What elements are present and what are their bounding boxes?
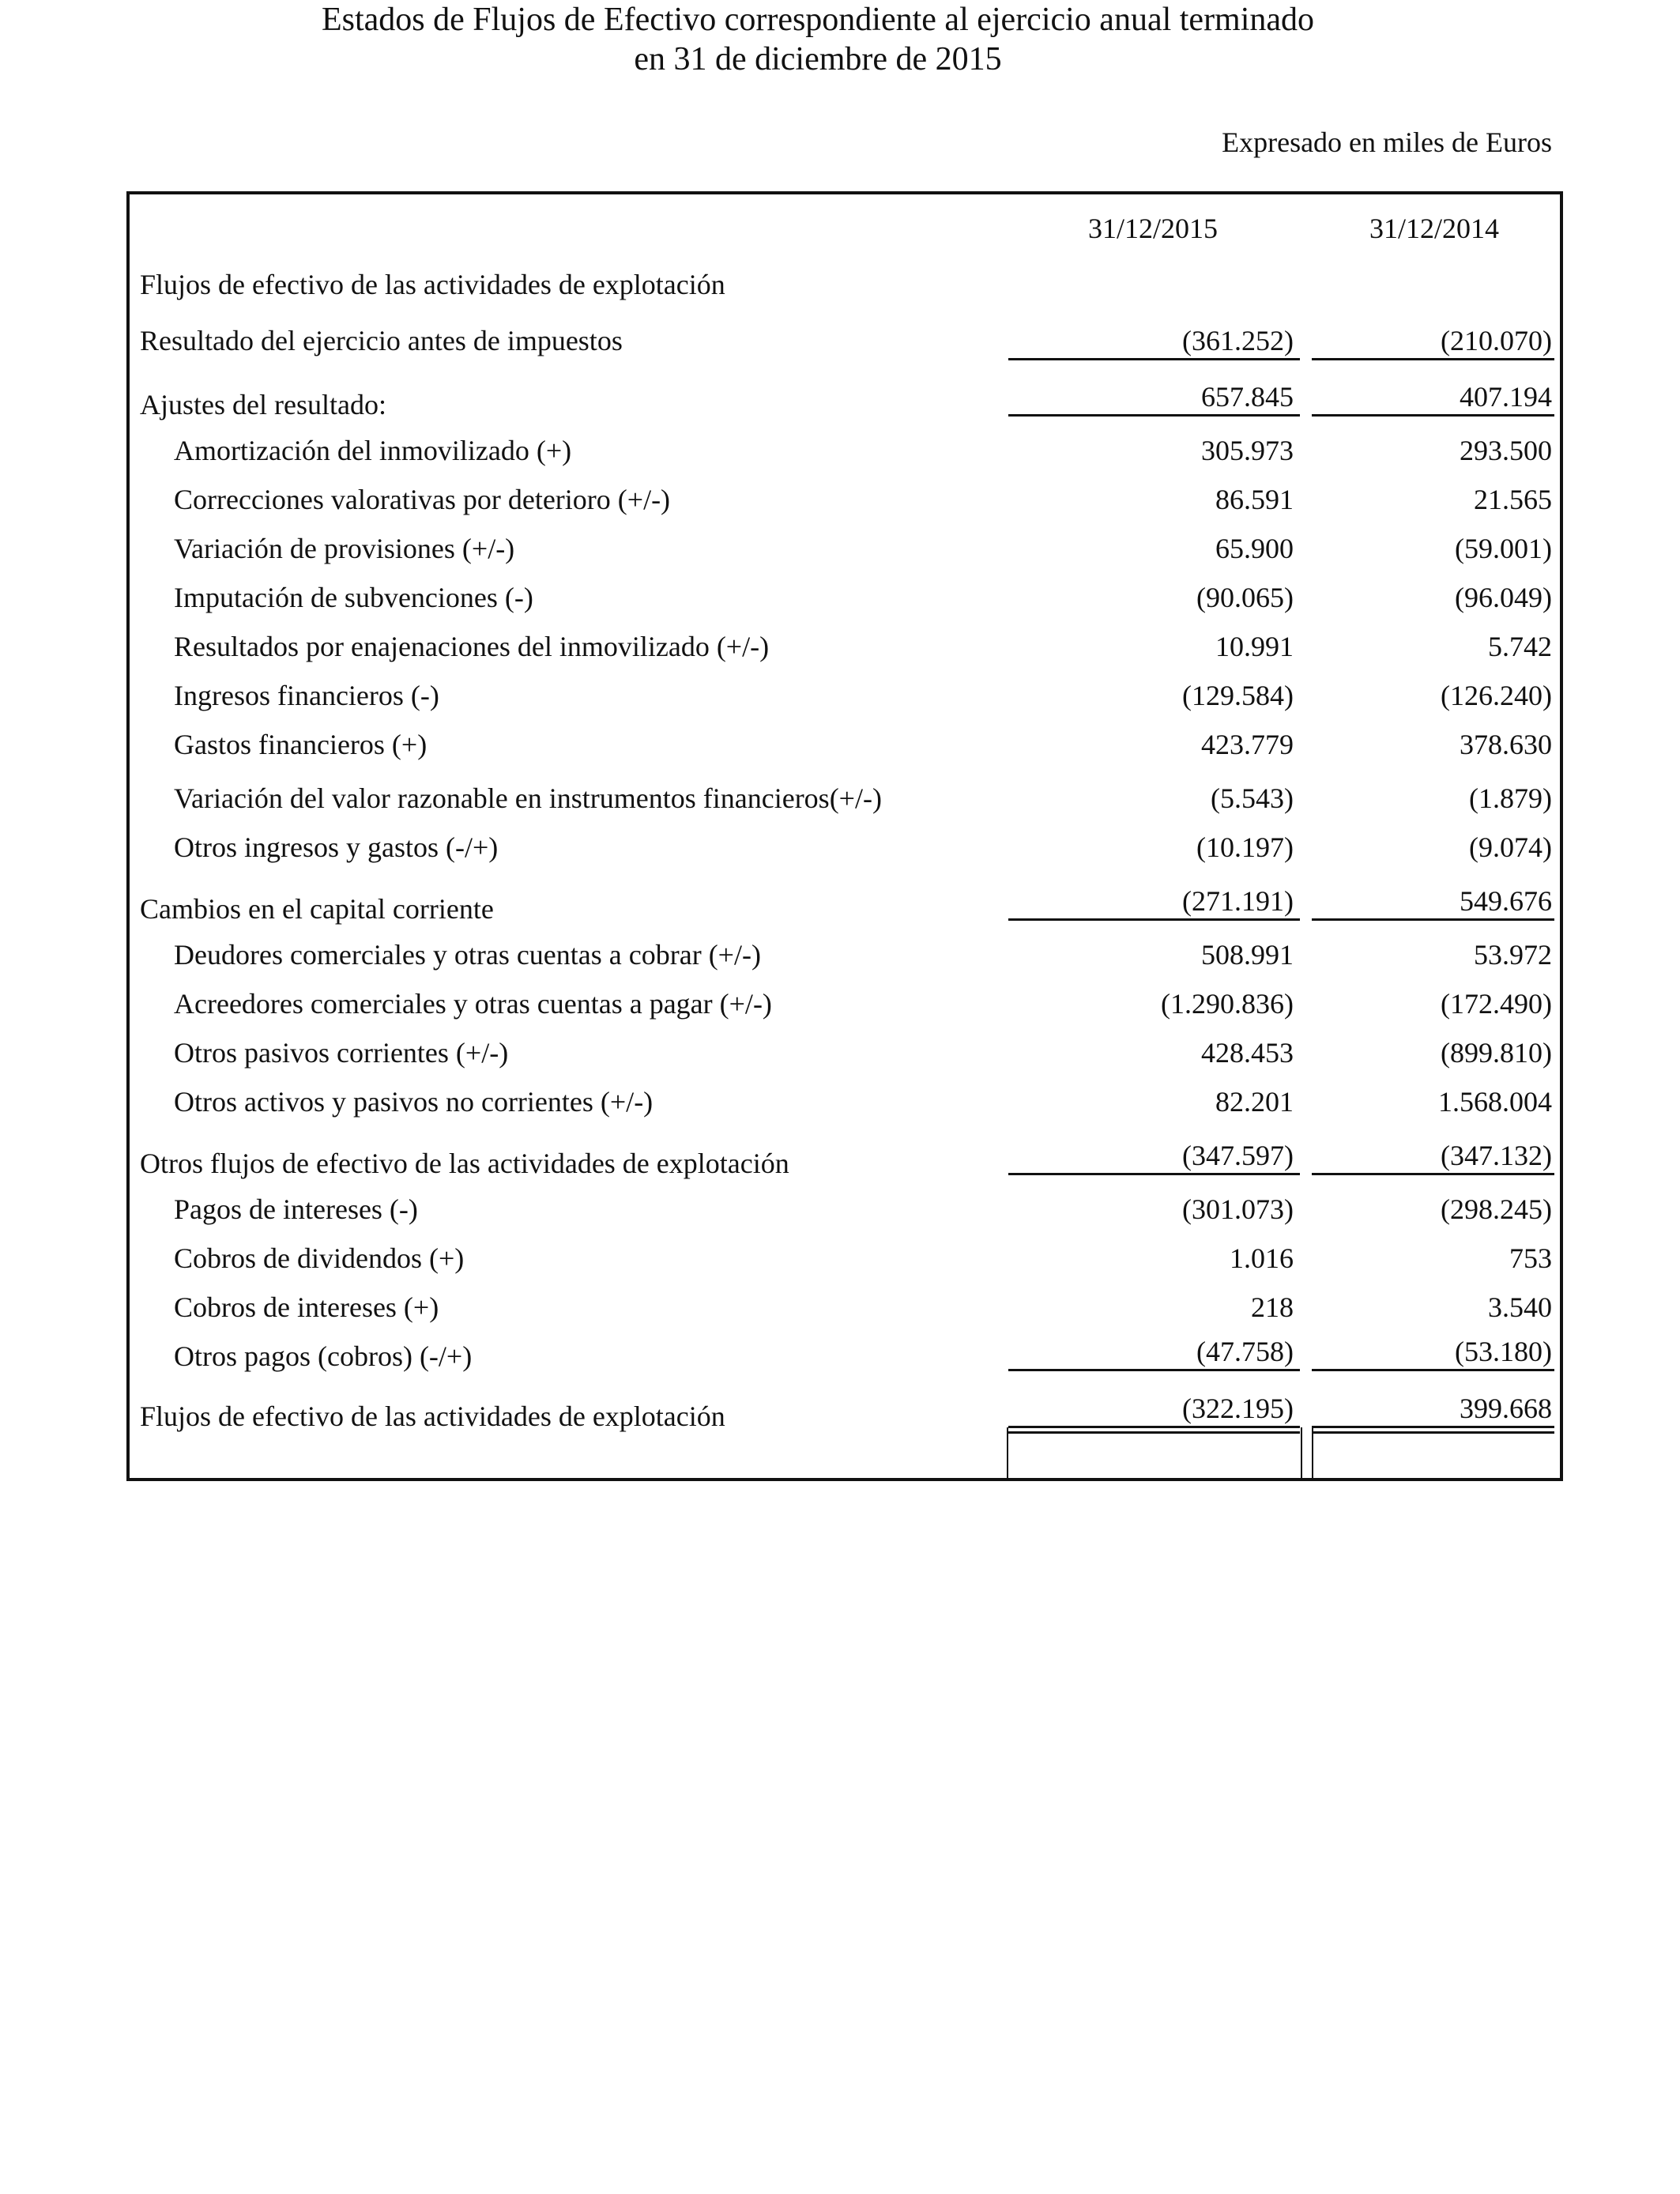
subtotal-underline bbox=[1312, 1369, 1554, 1371]
table-row bbox=[0, 379, 1680, 420]
value-2014: 293.500 bbox=[1460, 435, 1552, 466]
subtotal-underline bbox=[1312, 358, 1554, 360]
value-2015: (347.597) bbox=[1182, 1140, 1294, 1171]
value-2015: 1.016 bbox=[1230, 1242, 1294, 1274]
value-2015: (10.197) bbox=[1196, 831, 1294, 863]
table-row bbox=[0, 1035, 1680, 1070]
table-row bbox=[0, 781, 1680, 816]
row-label: Resultados por enajenaciones del inmovilizado (+/-) bbox=[174, 631, 770, 662]
value-2014: (53.180) bbox=[1455, 1336, 1552, 1367]
value-2015: (322.195) bbox=[1182, 1393, 1294, 1424]
table-row bbox=[0, 1241, 1680, 1276]
table-row bbox=[0, 1334, 1680, 1372]
table-row bbox=[0, 482, 1680, 517]
value-2014: (1.879) bbox=[1469, 782, 1552, 814]
row-label: Otros ingresos y gastos (-/+) bbox=[174, 831, 499, 863]
value-2015: (90.065) bbox=[1196, 582, 1294, 613]
value-2014: (172.490) bbox=[1441, 988, 1552, 1020]
column-separator bbox=[1301, 1427, 1302, 1480]
table-row bbox=[0, 1290, 1680, 1325]
table-row bbox=[0, 884, 1680, 925]
row-label: Amortización del inmovilizado (+) bbox=[174, 435, 572, 466]
table-row bbox=[0, 1138, 1680, 1179]
value-2015: 657.845 bbox=[1201, 381, 1294, 413]
value-2014: (298.245) bbox=[1441, 1193, 1552, 1225]
row-label: Cobros de dividendos (+) bbox=[174, 1242, 465, 1274]
value-2015: (271.191) bbox=[1182, 885, 1294, 917]
value-2014: 378.630 bbox=[1460, 729, 1552, 760]
value-2015: 508.991 bbox=[1201, 939, 1294, 971]
value-2015: 10.991 bbox=[1215, 631, 1294, 662]
value-2015: (301.073) bbox=[1182, 1193, 1294, 1225]
statement-title-line-2: en 31 de diciembre de 2015 bbox=[634, 41, 1002, 77]
row-label: Ajustes del resultado: bbox=[140, 389, 386, 420]
value-2014: 1.568.004 bbox=[1438, 1086, 1552, 1118]
row-label: Imputación de subvenciones (-) bbox=[174, 582, 533, 613]
row-label: Variación de provisiones (+/-) bbox=[174, 533, 515, 564]
row-label: Variación del valor razonable en instrumentos financieros(+/-) bbox=[174, 782, 882, 814]
section-heading: Flujos de efectivo de las actividades de explotación bbox=[140, 269, 725, 300]
subtotal-underline bbox=[1312, 414, 1554, 417]
table-row bbox=[0, 830, 1680, 865]
total-row bbox=[0, 1391, 1680, 1432]
table-row bbox=[0, 323, 1680, 358]
value-2015: 428.453 bbox=[1201, 1037, 1294, 1069]
row-label: Cambios en el capital corriente bbox=[140, 893, 494, 925]
subtotal-underline bbox=[1312, 1173, 1554, 1175]
table-row bbox=[0, 678, 1680, 713]
row-label: Otros activos y pasivos no corrientes (+/-) bbox=[174, 1086, 654, 1118]
subtotal-underline bbox=[1008, 1173, 1300, 1175]
value-2014: (96.049) bbox=[1455, 582, 1552, 613]
value-2014: 407.194 bbox=[1460, 381, 1552, 413]
column-header-2015: 31/12/2015 bbox=[1087, 213, 1218, 244]
value-2014: (59.001) bbox=[1455, 533, 1552, 564]
row-label: Ingresos financieros (-) bbox=[174, 680, 439, 711]
row-label: Deudores comerciales y otras cuentas a cobrar (+/-) bbox=[174, 939, 761, 971]
subtotal-underline bbox=[1008, 1369, 1300, 1371]
value-2014: 5.742 bbox=[1488, 631, 1552, 662]
table-row bbox=[0, 937, 1680, 972]
row-label: Acreedores comerciales y otras cuentas a pagar (+/-) bbox=[174, 988, 772, 1020]
table-row bbox=[0, 629, 1680, 664]
statement-title-line-1: Estados de Flujos de Efectivo correspondiente al ejercicio anual terminado bbox=[321, 2, 1315, 38]
table-row bbox=[0, 531, 1680, 566]
value-2014: (347.132) bbox=[1441, 1140, 1552, 1171]
value-2015: 305.973 bbox=[1201, 435, 1294, 466]
table-row bbox=[0, 727, 1680, 762]
value-2014: 3.540 bbox=[1488, 1291, 1552, 1323]
table-row bbox=[0, 986, 1680, 1021]
row-label: Cobros de intereses (+) bbox=[174, 1291, 439, 1323]
row-label: Gastos financieros (+) bbox=[174, 729, 428, 760]
row-label: Otros pagos (cobros) (-/+) bbox=[174, 1340, 473, 1372]
value-2015: (47.758) bbox=[1196, 1336, 1294, 1367]
value-2015: (1.290.836) bbox=[1161, 988, 1294, 1020]
row-label: Otros pasivos corrientes (+/-) bbox=[174, 1037, 509, 1069]
row-label: Flujos de efectivo de las actividades de explotación bbox=[140, 1400, 725, 1432]
value-2014: (126.240) bbox=[1441, 680, 1552, 711]
value-2015: (129.584) bbox=[1182, 680, 1294, 711]
total-double-underline bbox=[1312, 1426, 1554, 1434]
table-row bbox=[0, 433, 1680, 468]
row-label: Correcciones valorativas por deterioro (+/-) bbox=[174, 484, 671, 515]
table-row bbox=[0, 580, 1680, 615]
value-2015: 218 bbox=[1251, 1291, 1294, 1323]
units-note: Expresado en miles de Euros bbox=[1222, 126, 1552, 158]
table-row bbox=[0, 1084, 1680, 1119]
row-label: Resultado del ejercicio antes de impuestos bbox=[140, 325, 623, 356]
subtotal-underline bbox=[1008, 358, 1300, 360]
value-2014: 21.565 bbox=[1474, 484, 1552, 515]
value-2014: (899.810) bbox=[1441, 1037, 1552, 1069]
value-2014: 753 bbox=[1509, 1242, 1552, 1274]
row-label: Otros flujos de efectivo de las actividades de explotación bbox=[140, 1148, 789, 1179]
table-row bbox=[0, 1192, 1680, 1227]
subtotal-underline bbox=[1008, 414, 1300, 417]
value-2015: 86.591 bbox=[1215, 484, 1294, 515]
value-2015: (361.252) bbox=[1182, 325, 1294, 356]
value-2015: 82.201 bbox=[1215, 1086, 1294, 1118]
value-2014: 53.972 bbox=[1474, 939, 1552, 971]
value-2014: 399.668 bbox=[1460, 1393, 1552, 1424]
subtotal-underline bbox=[1312, 918, 1554, 921]
row-label: Pagos de intereses (-) bbox=[174, 1193, 418, 1225]
value-2015: (5.543) bbox=[1211, 782, 1294, 814]
column-separator bbox=[1312, 1427, 1313, 1480]
section-heading-row bbox=[0, 267, 1680, 302]
value-2015: 423.779 bbox=[1201, 729, 1294, 760]
value-2015: 65.900 bbox=[1215, 533, 1294, 564]
value-2014: (9.074) bbox=[1469, 831, 1552, 863]
value-2014: (210.070) bbox=[1441, 325, 1552, 356]
value-2014: 549.676 bbox=[1460, 885, 1552, 917]
subtotal-underline bbox=[1008, 918, 1300, 921]
total-double-underline bbox=[1008, 1426, 1300, 1434]
column-separator bbox=[1007, 1427, 1008, 1480]
column-header-2014: 31/12/2014 bbox=[1369, 213, 1499, 244]
